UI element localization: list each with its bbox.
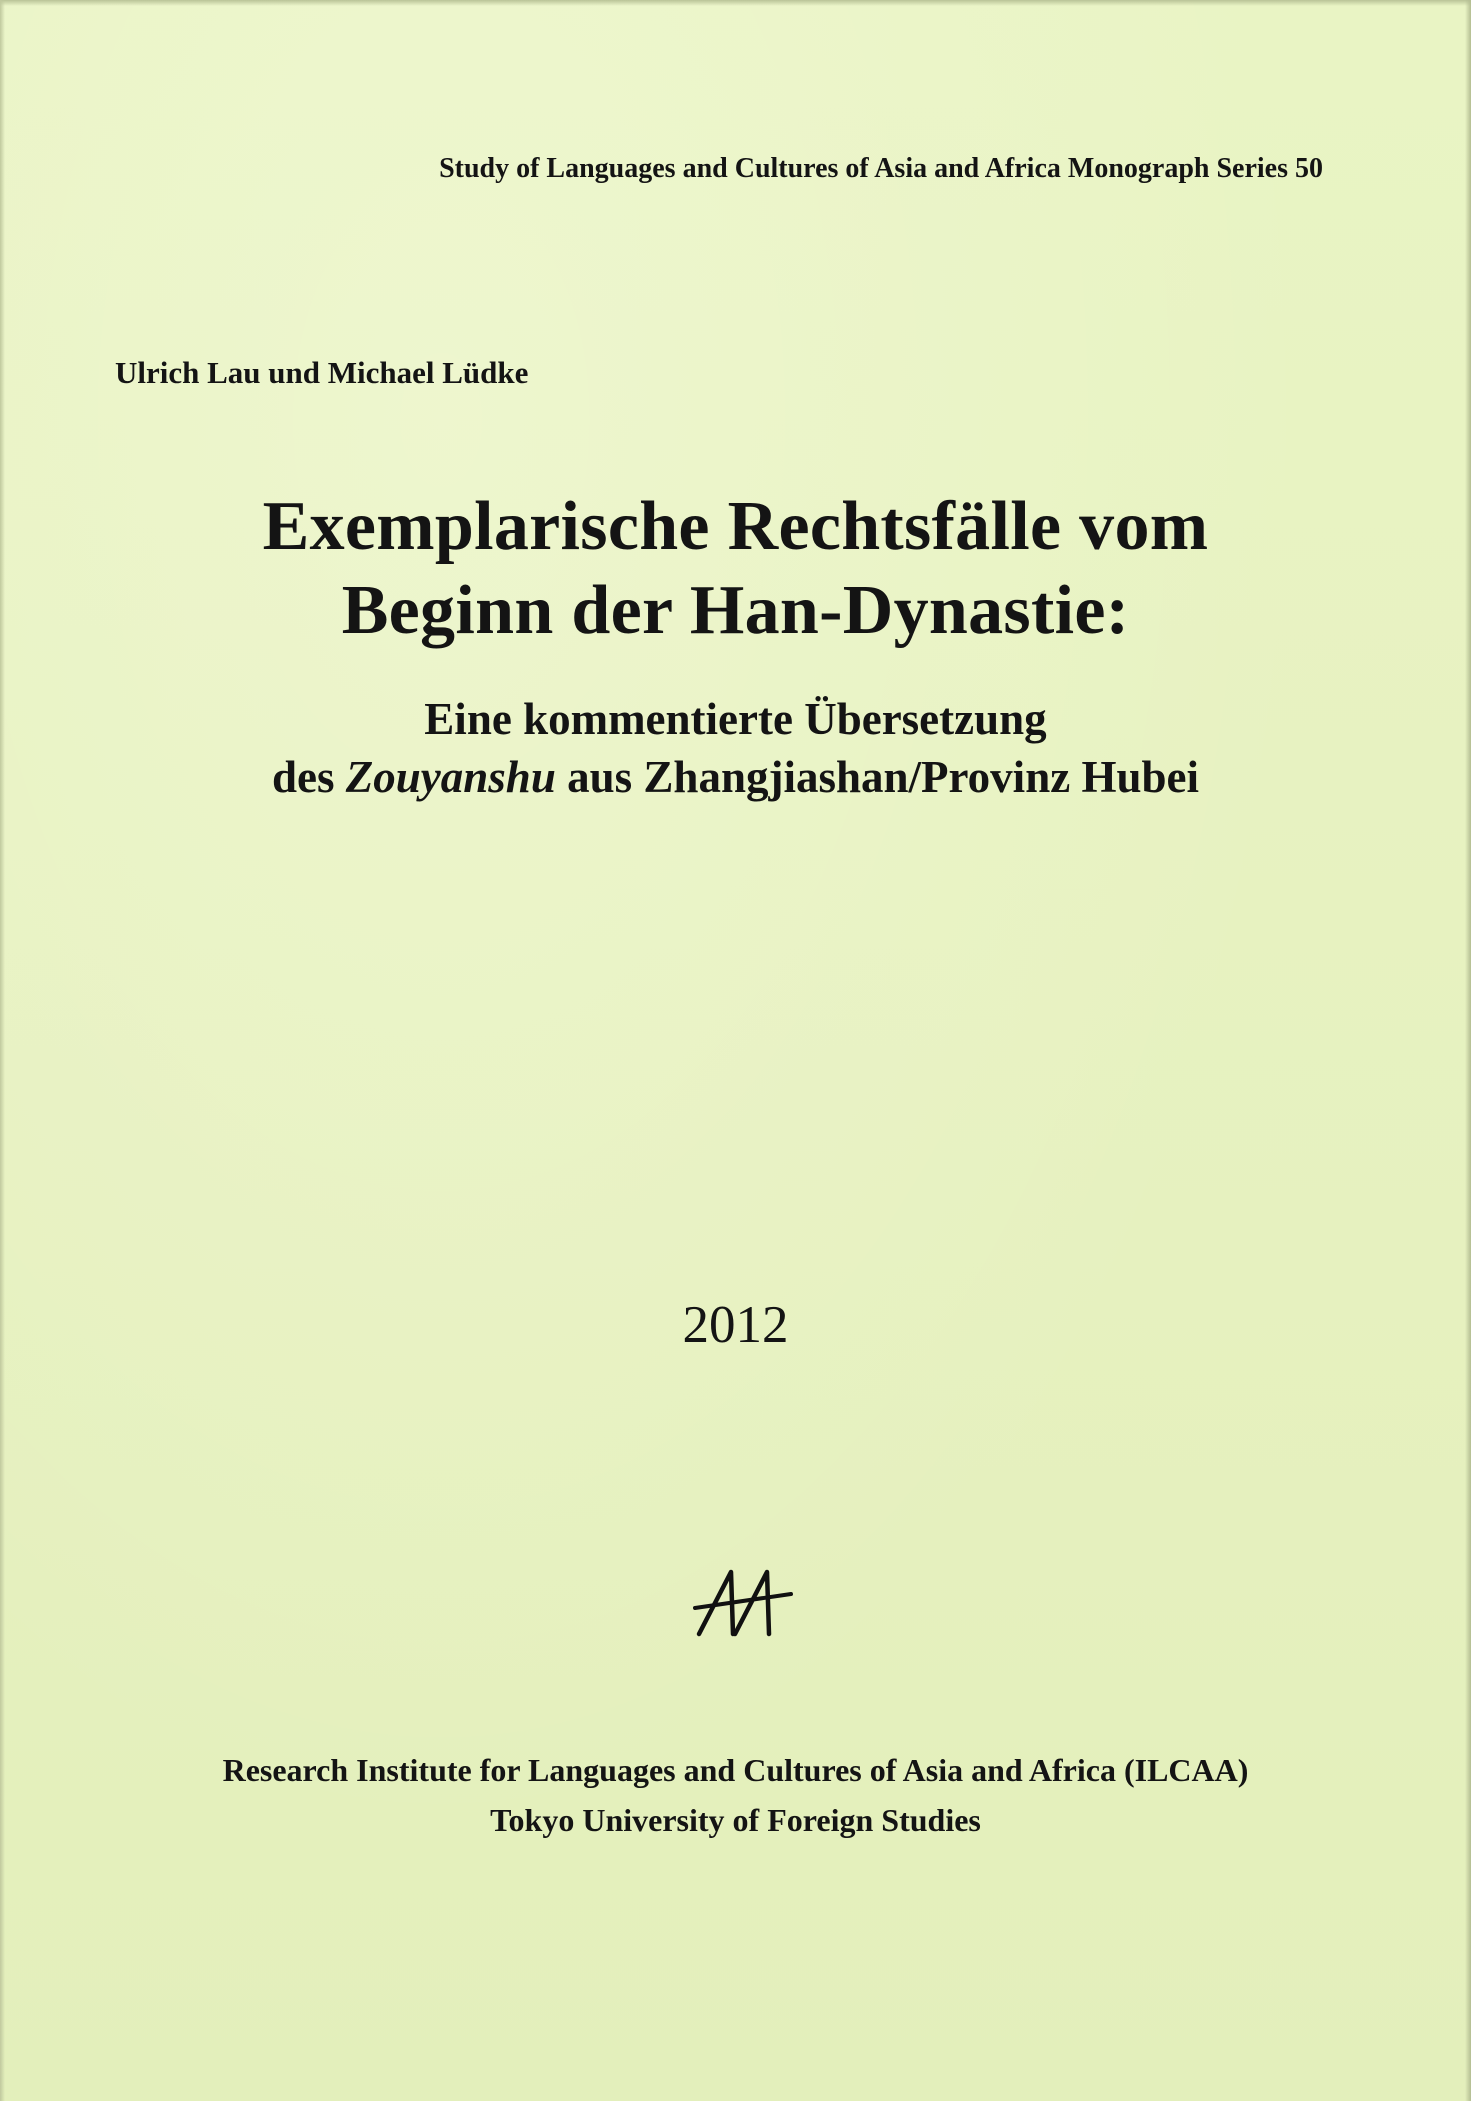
cover-edge-top (0, 0, 1471, 6)
publisher-university: Tokyo University of Foreign Studies (490, 1802, 981, 1838)
subtitle-italic-title: Zouyanshu (345, 752, 556, 802)
publication-year: 2012 (682, 1296, 789, 1354)
subtitle-prefix: des (272, 752, 346, 802)
publisher-institute: Research Institute for Languages and Cultures of Asia and Africa (ILCAA) (222, 1752, 1249, 1788)
book-title (0, 485, 1471, 653)
aa-logo-icon (693, 1568, 793, 1638)
book-title-line-2: Beginn der Han-Dynastie: (341, 572, 1130, 649)
series-title: Study of Languages and Cultures of Asia and Africa Monograph Series 50 (439, 153, 1323, 184)
book-subtitle (0, 690, 1471, 806)
aa-logo-crossbar (695, 1594, 791, 1608)
book-subtitle-line-2 (0, 748, 1471, 806)
subtitle-suffix: aus Zhangjiashan/Provinz Hubei (555, 752, 1199, 802)
publisher (0, 1745, 1471, 1845)
authors: Ulrich Lau und Michael Lüdke (115, 355, 529, 390)
book-subtitle-line-1: Eine kommentierte Übersetzung (424, 694, 1047, 744)
book-title-line-1: Exemplarische Rechtsfälle vom (262, 488, 1209, 565)
